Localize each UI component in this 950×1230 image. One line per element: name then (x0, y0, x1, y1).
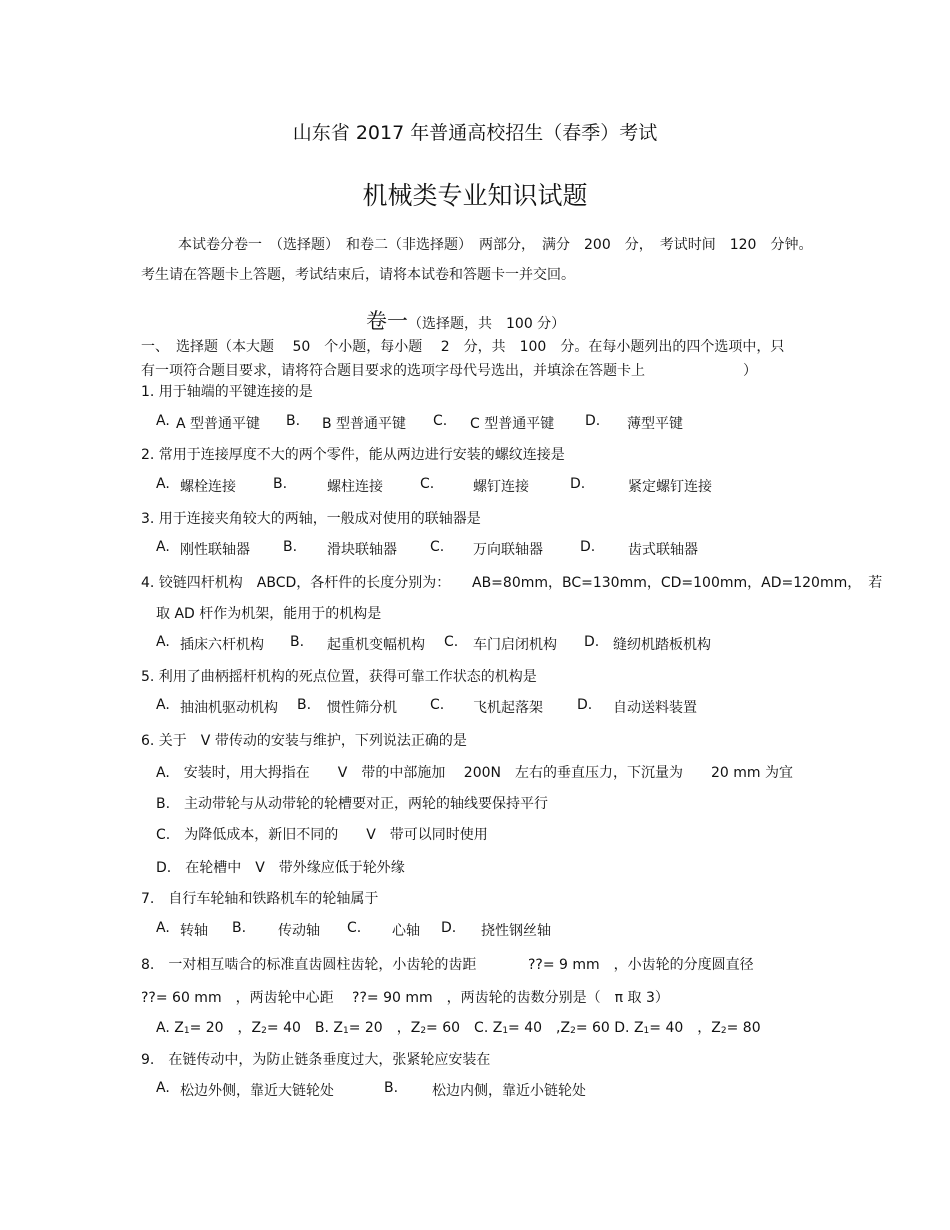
subscript: 1 (183, 1026, 190, 1036)
q8-b-prefix: = 40 B. Z (266, 1020, 343, 1036)
q7-option-d-letter: D. (441, 920, 457, 936)
question-9-stem: 9. 在链传动中，为防止链条垂度过大，张紧轮应安装在 (141, 1052, 491, 1068)
exam-title: 山东省 2017 年普通高校招生（春季）考试 (292, 122, 658, 144)
q3-option-b-text: 滑块联轴器 (327, 542, 397, 558)
q2-option-a-letter: A. (156, 476, 170, 492)
q4-option-b-text: 起重机变幅机构 (327, 637, 425, 653)
question-1-stem: 1. 用于轴端的平键连接的是 (141, 384, 313, 400)
q2-option-b-text: 螺柱连接 (327, 479, 383, 495)
q3-option-c-text: 万向联轴器 (473, 542, 543, 558)
q5-option-a-letter: A. (156, 697, 170, 713)
q2-option-a-text: 螺栓连接 (180, 479, 236, 495)
q5-option-b-text: 惯性筛分机 (327, 700, 397, 716)
q1-option-a-letter: A. (156, 413, 170, 429)
question-4-stem-lengths: AB=80mm，BC=130mm，CD=100mm，AD=120mm， 若 (472, 575, 883, 591)
question-5-stem: 5. 利用了曲柄摇杆机构的死点位置，获得可靠工作状态的机构是 (141, 669, 537, 685)
section-instructions-1: 一、 选择题（本大题 50 个小题，每小题 2 分，共 100 分。在每小题列出的四个选项中，只 (141, 339, 785, 355)
q8-d-prefix: = 60 D. Z (575, 1020, 644, 1036)
q1-option-b-text: B 型普通平键 (322, 416, 407, 432)
q5-option-d-text: 自动送料装置 (613, 700, 697, 716)
subscript: 1 (643, 1026, 650, 1036)
subscript: 1 (502, 1026, 509, 1036)
subscript: 2 (720, 1026, 727, 1036)
q1-option-d-text: 薄型平键 (627, 416, 683, 432)
q2-option-d-text: 紧定螺钉连接 (628, 479, 712, 495)
q2-option-b-letter: B. (273, 476, 288, 492)
q4-option-b-letter: B. (290, 634, 305, 650)
q6-option-a: A. 安装时，用大拇指在 V 带的中部施加 200N 左右的垂直压力，下沉量为 20 mm 为宜 (156, 765, 793, 781)
q3-option-a-text: 刚性联轴器 (180, 542, 250, 558)
q5-option-b-letter: B. (297, 697, 312, 713)
q5-option-c-text: 飞机起落架 (473, 700, 543, 716)
q7-option-a-text: 转轴 (180, 923, 208, 939)
q7-option-a-letter: A. (156, 920, 170, 936)
q5-option-a-text: 抽油机驱动机构 (180, 700, 278, 716)
q8-d-mid: = 40 ，Z (649, 1020, 721, 1036)
section-heading-main: 卷一 (366, 309, 408, 333)
q2-option-d-letter: D. (570, 476, 586, 492)
q9-option-a-text: 松边外侧，靠近大链轮处 (180, 1083, 334, 1099)
q7-option-b-letter: B. (232, 920, 247, 936)
question-4-stem-2: 取 AD 杆作为机架，能用于的机构是 (156, 606, 382, 622)
question-8-stem-2: ??= 60 mm ，两齿轮中心距 ??= 90 mm ，两齿轮的齿数分别是（ π 取 3） (141, 990, 669, 1006)
question-8-stem: 8. 一对相互啮合的标准直齿圆柱齿轮，小齿轮的齿距 (141, 957, 477, 973)
section-heading-note: （选择题，共 100 分） (408, 316, 566, 332)
q4-option-d-text: 缝纫机踏板机构 (613, 637, 711, 653)
q4-option-c-text: 车门启闭机构 (473, 637, 557, 653)
q8-d-end: = 80 (726, 1020, 761, 1036)
q5-option-c-letter: C. (430, 697, 445, 713)
q3-option-b-letter: B. (283, 539, 298, 555)
exam-subject-title: 机械类专业知识试题 (362, 181, 588, 210)
subscript: 2 (420, 1026, 427, 1036)
q3-option-d-letter: D. (580, 539, 596, 555)
q4-option-d-letter: D. (584, 634, 600, 650)
q7-option-c-letter: C. (347, 920, 362, 936)
section-heading (366, 305, 565, 335)
question-8-stem-pitch: ??= 9 mm ，小齿轮的分度圆直径 (528, 957, 754, 973)
q1-option-b-letter: B. (286, 413, 301, 429)
subscript: 2 (261, 1026, 267, 1036)
question-6-stem: 6. 关于 V 带传动的安装与维护，下列说法正确的是 (141, 733, 467, 749)
q8-b-mid: = 20 ，Z (348, 1020, 421, 1036)
q7-option-b-text: 传动轴 (278, 923, 320, 939)
question-4-stem: 4. 铰链四杆机构 ABCD，各杆件的长度分别为： (141, 575, 451, 591)
q5-option-d-letter: D. (577, 697, 593, 713)
subscript: 1 (342, 1026, 349, 1036)
q1-option-a-text: A 型普通平键 (176, 416, 261, 432)
q8-a-prefix: A. Z (156, 1020, 184, 1036)
q1-option-d-letter: D. (585, 413, 601, 429)
q1-option-c-text: C 型普通平键 (470, 416, 555, 432)
subscript: 2 (570, 1026, 576, 1036)
q2-option-c-letter: C. (420, 476, 435, 492)
q9-option-b-letter: B. (384, 1080, 399, 1096)
q6-option-c: C. 为降低成本，新旧不同的 V 带可以同时使用 (156, 827, 488, 843)
q9-option-b-text: 松边内侧，靠近小链轮处 (432, 1083, 586, 1099)
q2-option-c-text: 螺钉连接 (473, 479, 529, 495)
intro-line-1: 本试卷分卷一 （选择题） 和卷二（非选择题） 两部分， 满分 200 分， 考试时间 120 分钟。 (178, 237, 813, 253)
q8-a-mid: = 20 ，Z (189, 1020, 262, 1036)
q6-option-b: B. 主动带轮与从动带轮的轮槽要对正，两轮的轴线要保持平行 (156, 796, 549, 812)
question-2-stem: 2. 常用于连接厚度不大的两个零件，能从两边进行安装的螺纹连接是 (141, 447, 565, 463)
q3-option-c-letter: C. (430, 539, 445, 555)
q8-answer-options (156, 1017, 761, 1037)
q4-option-c-letter: C. (444, 634, 459, 650)
question-7-stem: 7. 自行车轮轴和铁路机车的轮轴属于 (141, 891, 379, 907)
q3-option-a-letter: A. (156, 539, 170, 555)
question-3-stem: 3. 用于连接夹角较大的两轴，一般成对使用的联轴器是 (141, 511, 481, 527)
q8-c-mid: = 40 ,Z (508, 1020, 571, 1036)
q9-option-a-letter: A. (156, 1080, 170, 1096)
q3-option-d-text: 齿式联轴器 (628, 542, 698, 558)
q6-option-d: D. 在轮槽中 V 带外缘应低于轮外缘 (156, 860, 405, 876)
q7-option-c-text: 心轴 (392, 923, 420, 939)
q4-option-a-letter: A. (156, 634, 170, 650)
q8-c-prefix: = 60 C. Z (426, 1020, 503, 1036)
q4-option-a-text: 插床六杆机构 (180, 637, 264, 653)
q1-option-c-letter: C. (433, 413, 448, 429)
q7-option-d-text: 挠性钢丝轴 (481, 923, 551, 939)
intro-line-2: 考生请在答题卡上答题，考试结束后，请将本试卷和答题卡一并交回。 (141, 267, 575, 283)
section-instructions-2: 有一项符合题目要求，请将符合题目要求的选项字母代号选出，并填涂在答题卡上 ） (141, 363, 757, 379)
